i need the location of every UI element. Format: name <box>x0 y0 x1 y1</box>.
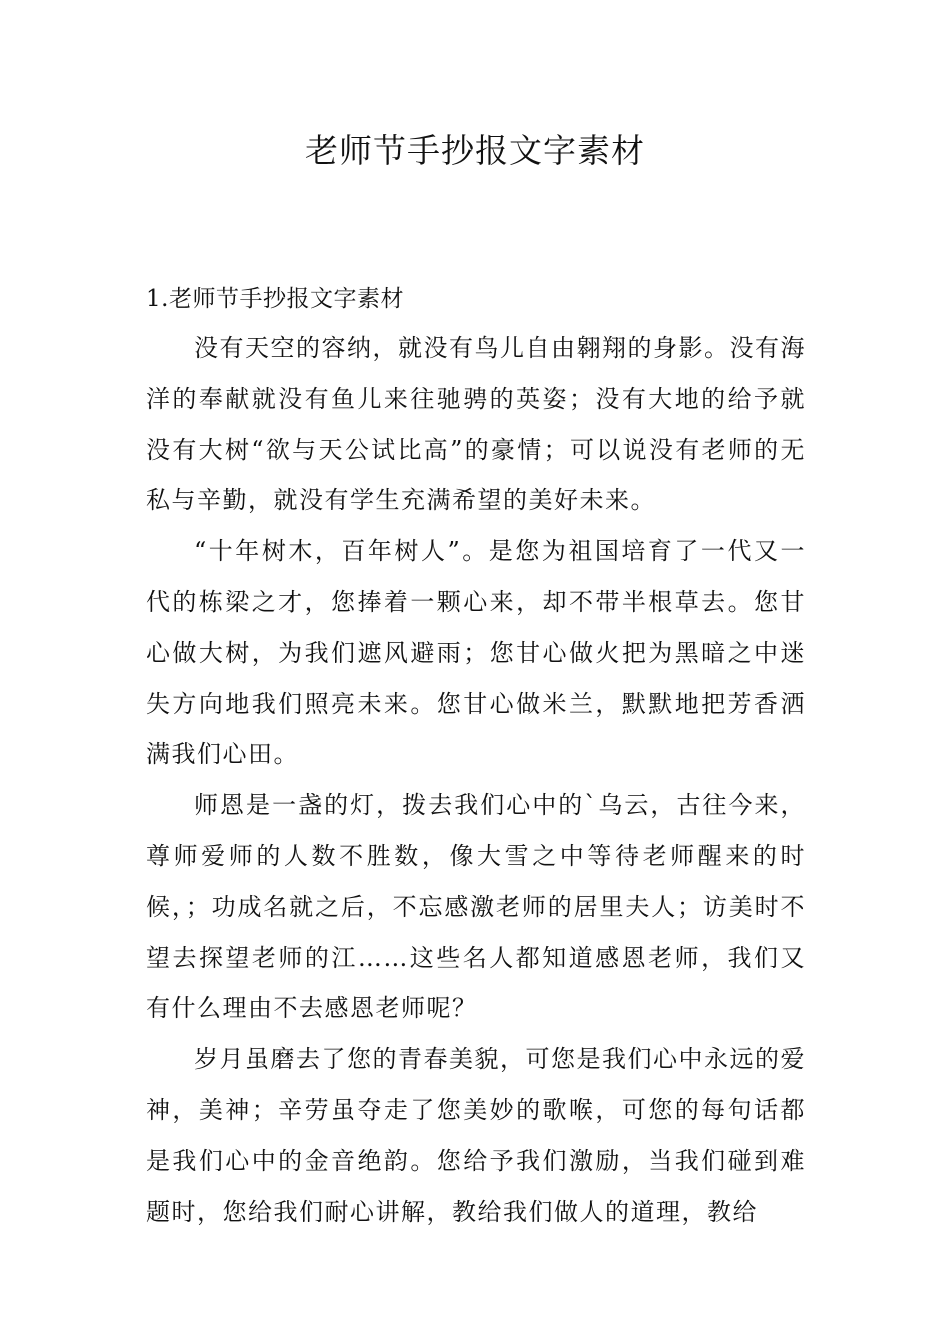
paragraph-3: 师恩是一盏的灯，拨去我们心中的`乌云，古往今来，尊师爱师的人数不胜数，像大雪之中等待老师醒来的时候，；功成名就之后，不忘感激老师的居里夫人；访美时不望去探望老师的江……这些名人都知道感恩老师，我们又有什么理由不去感恩老师呢？ <box>146 791 806 1023</box>
section-heading: 1.老师节手抄报文字素材 <box>146 286 404 312</box>
paragraph-4: 岁月虽磨去了您的青春美貌，可您是我们心中永远的爱神，美神；辛劳虽夺走了您美妙的歌喉，可您的每句话都是我们心中的金音绝韵。您给予我们激励，当我们碰到难题时，您给我们耐心讲解，教给我们做人的道理，教给 <box>146 1045 806 1226</box>
paragraph-1: 没有天空的容纳，就没有鸟儿自由翱翔的身影。没有海洋的奉献就没有鱼儿来往驰骋的英姿；没有大地的给予就没有大树“欲与天公试比高”的豪情；可以说没有老师的无私与辛勤，就没有学生充满希望的美好未来。 <box>146 334 806 515</box>
document-title: 老师节手抄报文字素材 <box>305 131 645 170</box>
paragraph-2: “十年树木，百年树人”。是您为祖国培育了一代又一代的栋梁之才，您捧着一颗心来，却不带半根草去。您甘心做大树，为我们遮风避雨；您甘心做火把为黑暗之中迷失方向地我们照亮未来。您甘心做米兰，默默地把芳香洒满我们心田。 <box>146 537 806 769</box>
document-body <box>146 276 806 1237</box>
